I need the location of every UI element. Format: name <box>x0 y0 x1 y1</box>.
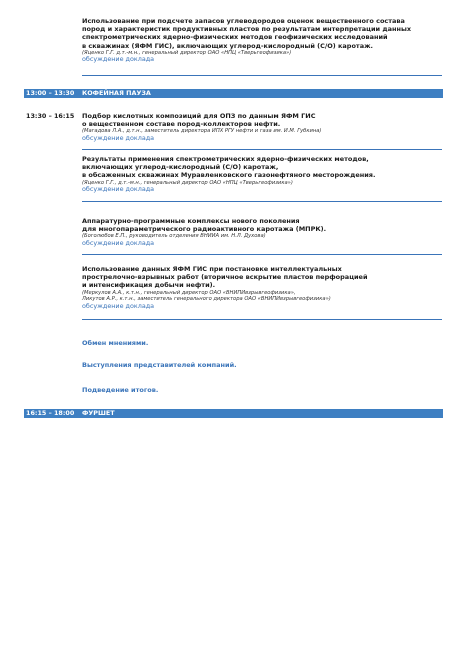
talk-title-line: Результаты применения спектрометрических ядерно-физических методов, <box>82 155 369 163</box>
talk-speaker <box>82 290 442 303</box>
break-band-coffee <box>24 89 443 98</box>
talk-title-line: в скважинах (ЯФМ ГИС), включающих углерод-кислородный (С/О) каротаж. <box>82 41 374 50</box>
talk-title-line: в обсаженных скважинах Муравленковского газонефтяного месторождения. <box>82 171 376 180</box>
break-band-buffet <box>24 409 443 418</box>
closing-item-summary: Подведение итогов. <box>82 386 159 394</box>
talk-title <box>82 155 442 180</box>
break-label: ФУРШЕТ <box>82 409 115 417</box>
speaker-line: (Яценко Г.Г. д.т.-м.н., генеральный директор ОАО «НПЦ «Тверьгеофизика») <box>82 49 292 56</box>
talk-title <box>82 217 442 233</box>
session-time: 13:30 – 16:15 <box>26 112 75 120</box>
closing-item-discussion: Обмен мнениями. <box>82 339 149 347</box>
break-label: КОФЕЙНАЯ ПАУЗА <box>82 89 151 97</box>
talk-title-line: пород и характеристик продуктивных пластов по результатам интерпретации данных <box>82 25 412 34</box>
discussion-link[interactable]: обсуждение доклада <box>82 239 155 247</box>
divider <box>82 149 442 150</box>
talk-title-line: спектрометрических ядерно-физических методов геофизических исследований <box>82 33 388 42</box>
talk-title <box>82 17 442 50</box>
divider <box>82 319 442 320</box>
talk-block <box>82 217 442 248</box>
talk-title <box>82 265 442 290</box>
talk-block <box>82 265 442 310</box>
closing-item-presentations: Выступления представителей компаний. <box>82 361 237 369</box>
discussion-link[interactable]: обсуждение доклада <box>82 301 155 310</box>
discussion-link[interactable]: обсуждение доклада <box>82 55 155 64</box>
discussion-link[interactable]: обсуждение доклада <box>82 134 155 142</box>
talk-block <box>82 155 442 194</box>
divider <box>82 201 442 202</box>
speaker-line: (Магадова Л.А., д.т.н., заместитель директора ИПХ РГУ нефти и газа им. И.М. Губкина) <box>82 128 322 135</box>
talk-block <box>82 17 442 64</box>
divider <box>82 75 442 76</box>
break-time: 13:00 – 13:30 <box>26 89 75 97</box>
talk-title-line: Использование данных ЯФМ ГИС при постановке интеллектуальных <box>82 265 342 273</box>
discussion-link[interactable]: обсуждение доклада <box>82 185 155 194</box>
speaker-line: (Боголюбов Е.П., руководитель отделения ВНИИА им. Н.Л. Духова) <box>82 233 266 240</box>
break-time: 16:15 – 18:00 <box>26 409 75 417</box>
speaker-line: Ликутов А.Р., к.т.н., заместитель генерального директора ОАО «ВНИПИвзрывгеофизика») <box>82 296 331 303</box>
talk-title-line: прострелочно-взрывных работ (вторичное вскрытие пластов перфорацией <box>82 273 368 282</box>
talk-title-line: включающих углерод-кислородный (С/О) каротаж, <box>82 163 279 172</box>
talk-title-line: о вещественном составе пород-коллекторов нефти. <box>82 120 281 129</box>
talk-title <box>82 112 442 128</box>
talk-title-line: Подбор кислотных композиций для ОПЗ по данным ЯФМ ГИС <box>82 112 316 120</box>
divider <box>82 254 442 255</box>
talk-title-line: для многопараметрического радиоактивного каротажа (МПРК). <box>82 225 327 234</box>
talk-title-line: Аппаратурно-программные комплексы нового поколения <box>82 217 300 225</box>
talk-title-line: и интенсификация добычи нефти). <box>82 281 216 290</box>
talk-block <box>82 112 442 143</box>
speaker-line: (Меркулов А.А., к.т.н., генеральный директор ОАО «ВНИПИвзрывгеофизика», <box>82 289 296 296</box>
talk-title-line: Использование при подсчете запасов углеводородов оценок вещественного состава <box>82 17 405 25</box>
speaker-line: (Яценко Г.Г., д.т.-м.н., генеральный директор ОАО «НПЦ «Тверьгеофизика») <box>82 179 293 186</box>
